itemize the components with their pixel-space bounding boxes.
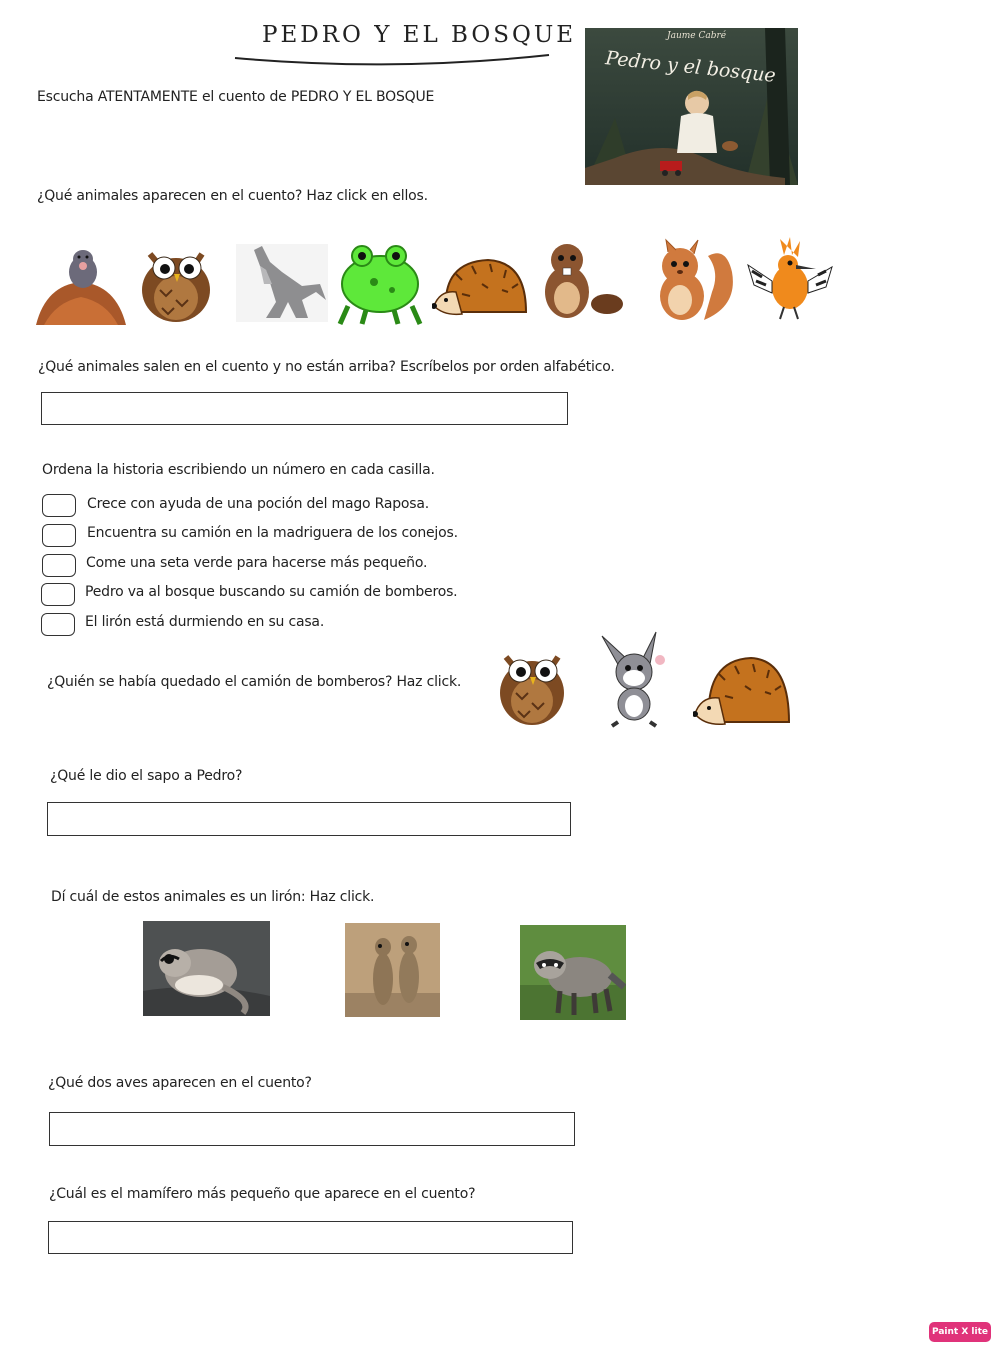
- mole-icon[interactable]: [36, 227, 126, 325]
- order-box-3[interactable]: [42, 554, 76, 577]
- book-title: Pedro y el bosque: [604, 47, 777, 87]
- beaver-icon[interactable]: [537, 240, 627, 322]
- book-author: Jaume Cabré: [667, 31, 727, 41]
- hedgehog-icon[interactable]: [693, 652, 791, 730]
- hoopoe-icon[interactable]: [746, 235, 840, 323]
- paint-x-lite-badge[interactable]: Paint X lite: [929, 1322, 991, 1342]
- hedgehog-icon[interactable]: [432, 254, 528, 320]
- squirrel-icon[interactable]: [646, 236, 738, 328]
- frog-icon[interactable]: [336, 240, 424, 326]
- order-item-2: Encuentra su camión en la madriguera de los conejos.: [87, 525, 458, 541]
- answer-field-4[interactable]: [48, 1221, 573, 1254]
- order-box-4[interactable]: [41, 583, 75, 606]
- answer-field-2[interactable]: [47, 802, 571, 836]
- dormouse-photo[interactable]: [143, 921, 270, 1016]
- question-1: ¿Qué animales aparecen en el cuento? Haz click en ellos.: [37, 188, 428, 204]
- rabbit-icon[interactable]: [590, 630, 680, 728]
- order-item-1: Crece con ayuda de una poción del mago Raposa.: [87, 496, 430, 512]
- order-box-1[interactable]: [42, 494, 76, 517]
- raccoon-photo[interactable]: [520, 925, 626, 1020]
- order-item-5: El lirón está durmiendo en su casa.: [85, 614, 325, 630]
- question-3: Ordena la historia escribiendo un número en cada casilla.: [42, 462, 435, 478]
- order-box-5[interactable]: [41, 613, 75, 636]
- question-6: Dí cuál de estos animales es un lirón: Haz click.: [51, 889, 375, 905]
- question-8: ¿Cuál es el mamífero más pequeño que aparece en el cuento?: [49, 1186, 476, 1202]
- order-box-2[interactable]: [42, 524, 76, 547]
- question-5: ¿Qué le dio el sapo a Pedro?: [50, 768, 243, 784]
- book-cover: [585, 28, 798, 185]
- answer-field-3[interactable]: [49, 1112, 575, 1146]
- answer-field-1[interactable]: [41, 392, 568, 425]
- title-underline: [232, 50, 552, 70]
- order-item-3: Come una seta verde para hacerse más pequeño.: [86, 555, 428, 571]
- wolf-icon[interactable]: [236, 244, 328, 322]
- page-title: PEDRO Y EL BOSQUE: [262, 22, 577, 48]
- owl-icon[interactable]: [490, 645, 576, 727]
- intro-text: Escucha ATENTAMENTE el cuento de PEDRO Y EL BOSQUE: [37, 89, 435, 105]
- question-7: ¿Qué dos aves aparecen en el cuento?: [48, 1075, 312, 1091]
- meerkat-photo[interactable]: [345, 923, 440, 1017]
- question-2: ¿Qué animales salen en el cuento y no están arriba? Escríbelos por orden alfabético.: [38, 359, 615, 375]
- order-item-4: Pedro va al bosque buscando su camión de bomberos.: [85, 584, 458, 600]
- owl-icon[interactable]: [132, 242, 222, 324]
- question-4: ¿Quién se había quedado el camión de bomberos? Haz click.: [47, 674, 462, 690]
